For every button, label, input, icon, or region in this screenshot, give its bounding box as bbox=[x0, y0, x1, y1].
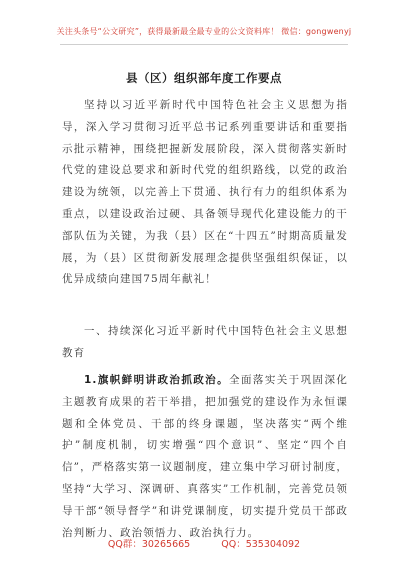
footer-qq: QQ：535304092 bbox=[221, 539, 301, 550]
item-1-paragraph bbox=[62, 370, 348, 544]
intro-paragraph: 坚持以习近平新时代中国特色社会主义思想为指导，深入学习贯彻习近平总书记系列重要讲话和重要指示批示精神，围绕把握新发展阶段，深入贯彻落实新时代党的建设总要求和新时代党的组织路线，以党的政治建设为统领，以完善上下贯通、执行有力的组织体系为重点，以建设政治过硬、具备领导现代化建设能力的干部队伍为关键，为我（县）区在“十四五”时期高质量发展，为（县）区贯彻新发展理念提供坚强组织保证，以优异成绩向建国75周年献礼！ bbox=[62, 99, 348, 286]
footer-contact bbox=[0, 536, 408, 550]
header-banner: 关注头条号“公文研究”，获得最新最全最专业的公文资料库！ 微信：gongwenyj bbox=[56, 27, 352, 36]
footer-qq-group: QQ群：30265665 bbox=[107, 539, 191, 550]
item-1-lead: 1.旗帜鲜明讲政治抓政治。 bbox=[84, 374, 230, 386]
item-1-body: 全面落实关于巩固深化主题教育成果的若干举措，把加强党的建设作为永恒课题和全体党员、干部的终身课题，坚决落实“两个维护”制度机制，切实增强“四个意识”、坚定“四个自信”，严格落实第一议题制度，建立集中学习研讨制度，坚持“大学习、深调研、真落实”工作机制，完善党员领导干部“领导督学”和讲党课制度，切实提升党员干部政治判断力、政治领悟力、政治执行力。 bbox=[62, 374, 348, 539]
document-title: 县（区）组织部年度工作要点 bbox=[126, 71, 282, 85]
section-heading: 一、持续深化习近平新时代中国特色社会主义思想教育 bbox=[62, 325, 348, 359]
header-divider bbox=[60, 44, 348, 45]
